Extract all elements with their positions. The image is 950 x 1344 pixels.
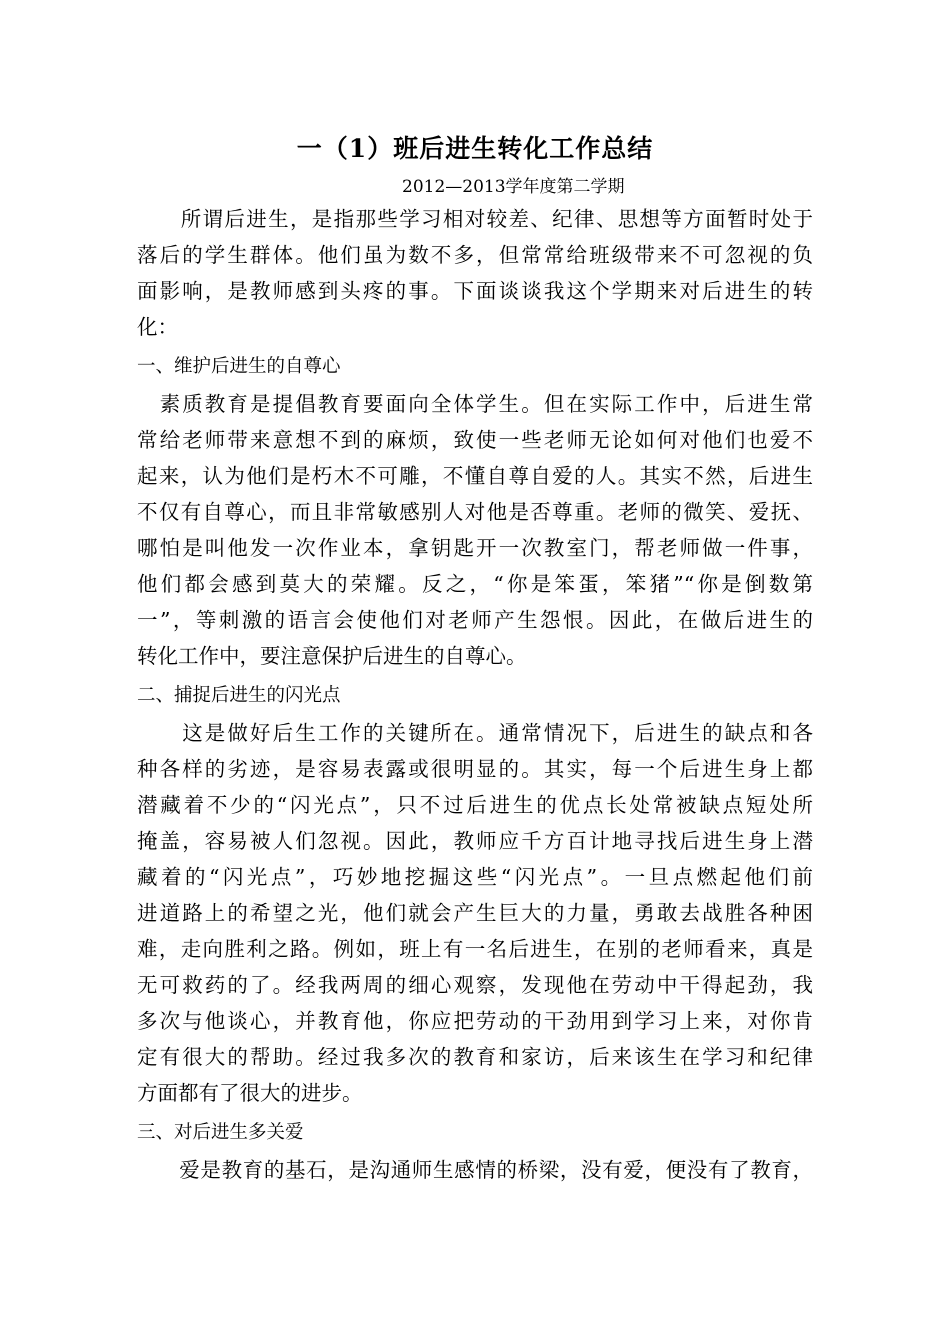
- paragraph-line: 这是做好后生工作的关键所在。通常情况下，后进生的缺点和各: [137, 721, 813, 745]
- paragraph-line: 种各样的劣迹，是容易表露或很明显的。其实，每一个后进生身上都: [137, 757, 813, 781]
- section-heading: 一、维护后进生的自尊心: [137, 356, 341, 377]
- paragraph-line: 藏着的“闪光点”，巧妙地挖掘这些“闪光点”。一旦点燃起他们前: [137, 865, 813, 889]
- paragraph-line: 进道路上的希望之光，他们就会产生巨大的力量，勇敢去战胜各种困: [137, 901, 813, 925]
- paragraph-line: 所谓后进生，是指那些学习相对较差、纪律、思想等方面暂时处于: [137, 207, 813, 231]
- paragraph-line: 哪怕是叫他发一次作业本，拿钥匙开一次教室门，帮老师做一件事，: [137, 536, 813, 560]
- paragraph-line: 他们都会感到莫大的荣耀。反之，“你是笨蛋，笨猪”“你是倒数第: [137, 572, 813, 596]
- section-heading: 二、捕捉后进生的闪光点: [137, 685, 341, 706]
- paragraph-line: 不仅有自尊心，而且非常敏感别人对他是否尊重。老师的微笑、爱抚、: [137, 500, 813, 524]
- document-title: 一（1）班后进生转化工作总结: [296, 134, 654, 163]
- paragraph-line: 面影响，是教师感到头疼的事。下面谈谈我这个学期来对后进生的转: [137, 279, 813, 303]
- section-heading: 三、对后进生多关爱: [137, 1122, 304, 1143]
- paragraph-line: 转化工作中，要注意保护后进生的自尊心。: [137, 644, 527, 668]
- paragraph-line: 无可救药的了。经我两周的细心观察，发现他在劳动中干得起劲，我: [137, 973, 813, 997]
- paragraph-line: 难，走向胜利之路。例如，班上有一名后进生，在别的老师看来，真是: [137, 937, 813, 961]
- paragraph-line: 方面都有了很大的进步。: [137, 1081, 363, 1105]
- paragraph-line: 潜藏着不少的“闪光点”，只不过后进生的优点长处常被缺点短处所: [137, 793, 813, 817]
- paragraph-line: 一”，等刺激的语言会使他们对老师产生怨恨。因此，在做后进生的: [137, 608, 813, 632]
- paragraph-line: 落后的学生群体。他们虽为数不多，但常常给班级带来不可忽视的负: [137, 243, 813, 267]
- paragraph-line: 多次与他谈心，并教育他，你应把劳动的干劲用到学习上来，对你肯: [137, 1009, 813, 1033]
- paragraph-line: 素质教育是提倡教育要面向全体学生。但在实际工作中，后进生常: [137, 392, 813, 416]
- document-subtitle: 2012—2013学年度第二学期: [402, 177, 625, 197]
- paragraph-line: 常给老师带来意想不到的麻烦，致使一些老师无论如何对他们也爱不: [137, 428, 813, 452]
- paragraph-line: 定有很大的帮助。经过我多次的教育和家访，后来该生在学习和纪律: [137, 1045, 813, 1069]
- paragraph-line: 起来，认为他们是朽木不可雕，不懂自尊自爱的人。其实不然，后进生: [137, 464, 813, 488]
- paragraph-line: 化：: [137, 315, 178, 339]
- paragraph-line: 爱是教育的基石，是沟通师生感情的桥梁，没有爱，便没有了教育，: [137, 1158, 813, 1182]
- paragraph-line: 掩盖，容易被人们忽视。因此，教师应千方百计地寻找后进生身上潜: [137, 829, 813, 853]
